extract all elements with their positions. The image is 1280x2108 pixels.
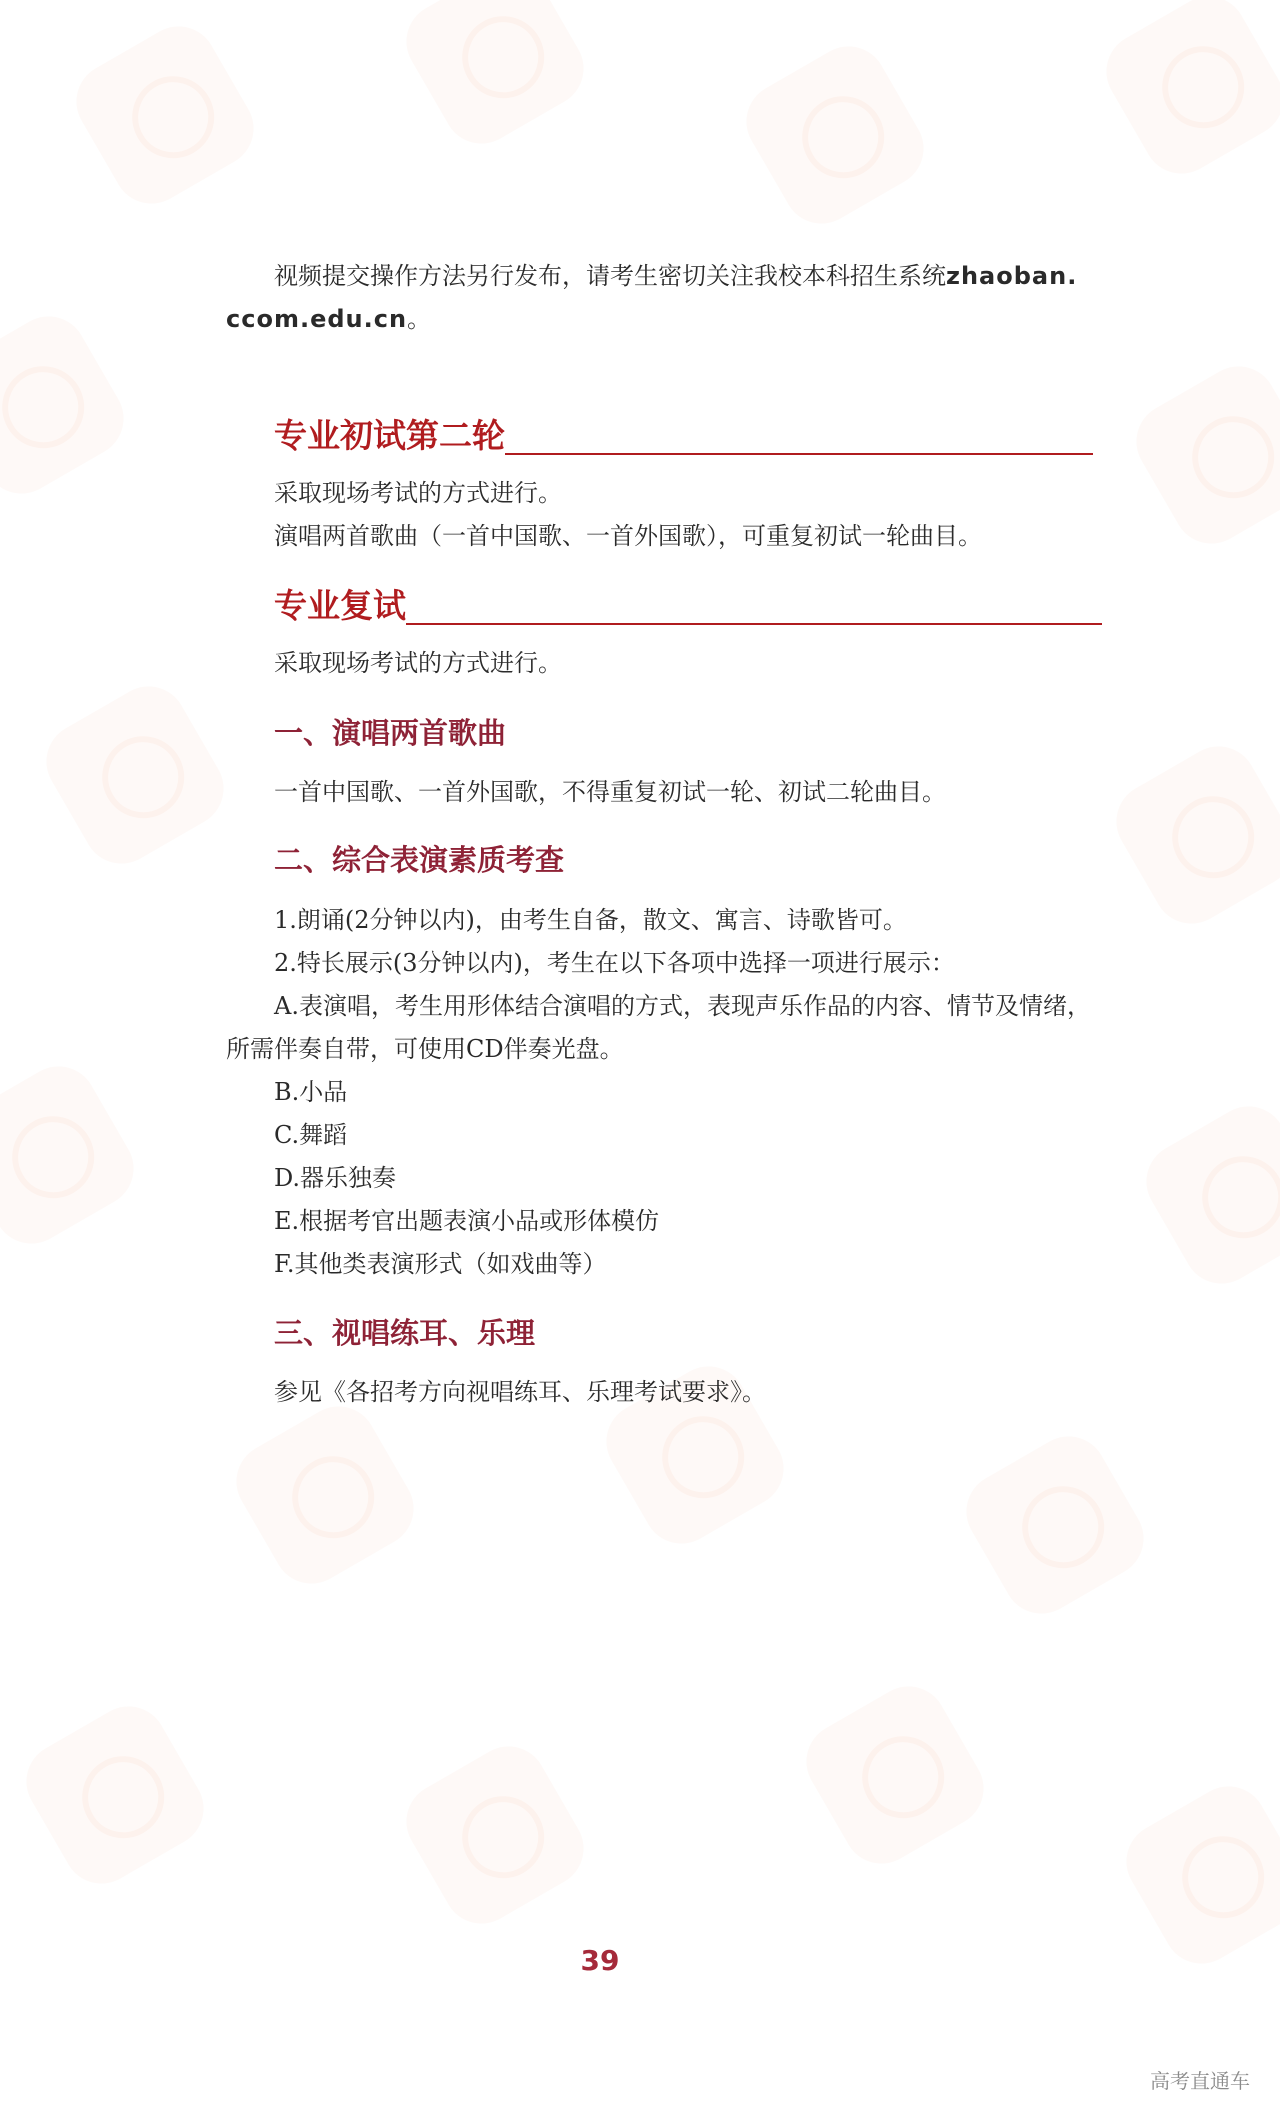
performance-item-c: C.舞蹈: [274, 1121, 348, 1149]
retest-line-1: 采取现场考试的方式进行。: [274, 649, 562, 677]
website-url-part1: zhaoban.: [946, 262, 1078, 290]
performance-item-a-line2: 所需伴奏自带，可使用CD伴奏光盘。: [226, 1035, 624, 1063]
intro-text: 视频提交操作方法另行发布，请考生密切关注我校本科招生系统: [274, 262, 946, 290]
section-title-retest: 专业复试: [274, 586, 406, 625]
subsection-title-singing: 一、演唱两首歌曲: [274, 716, 507, 750]
page-number: 39: [580, 1944, 620, 1977]
section-header-retest: [274, 580, 1102, 626]
section-divider-retest: [406, 623, 1102, 625]
subsection-title-performance: 二、综合表演素质考查: [274, 843, 565, 877]
singing-line: 一首中国歌、一首外国歌，不得重复初试一轮、初试二轮曲目。: [274, 778, 946, 806]
intro-paragraph: [226, 255, 1126, 341]
section-title-round2: 专业初试第二轮: [274, 416, 505, 455]
section-divider-round2: [505, 453, 1093, 455]
performance-item-e: E.根据考官出题表演小品或形体模仿: [274, 1207, 660, 1235]
performance-item-f: F.其他类表演形式（如戏曲等）: [274, 1250, 607, 1278]
performance-item-a-line1: A.表演唱，考生用形体结合演唱的方式，表现声乐作品的内容、情节及情绪，: [274, 992, 1091, 1020]
round2-line-2: 演唱两首歌曲（一首中国歌、一首外国歌），可重复初试一轮曲目。: [274, 522, 982, 550]
performance-item-d: D.器乐独奏: [274, 1164, 397, 1192]
corner-source-mark: 高考直通车: [1150, 2069, 1250, 2093]
subsection-title-solfege: 三、视唱练耳、乐理: [274, 1316, 536, 1350]
website-url-part2: ccom.edu.cn: [226, 305, 408, 333]
section-header-round2: [274, 410, 1093, 456]
performance-item-2: 2.特长展示(3分钟以内)，考生在以下各项中选择一项进行展示：: [274, 949, 955, 977]
solfege-line: 参见《各招考方向视唱练耳、乐理考试要求》。: [274, 1378, 766, 1406]
round2-line-1: 采取现场考试的方式进行。: [274, 479, 562, 507]
intro-end: 。: [407, 305, 432, 333]
performance-item-1: 1.朗诵(2分钟以内)，由考生自备，散文、寓言、诗歌皆可。: [274, 906, 907, 934]
performance-item-b: B.小品: [274, 1078, 348, 1106]
